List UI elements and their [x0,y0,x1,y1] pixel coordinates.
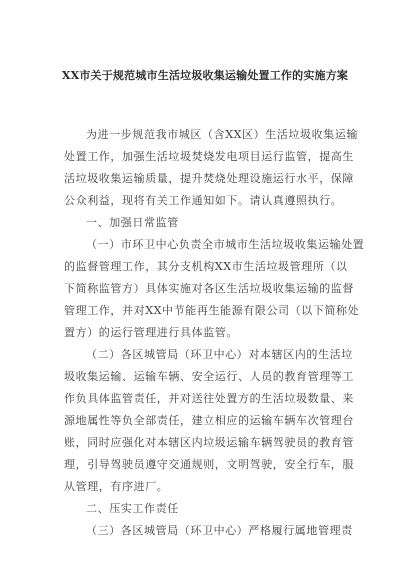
paragraph-line: 作负具体监管责任，并对送往处置方的生活垃圾数量、来 [64,392,354,405]
paragraph-line: 从管理，有序进厂。 [64,480,169,493]
paragraph-line: 理，引导驾驶员遵守交通规则，文明驾驶，安全行车，服 [64,458,354,471]
paragraph-line: 处置工作，加强生活垃圾焚烧发电项目运行监管，提高生 [64,150,354,163]
paragraph-line: 公众利益，现将有关工作通知如下。请认真遵照执行。 [64,194,343,207]
document-title: XX市关于规范城市生活垃圾收集运输处置工作的实施方案 [61,69,349,82]
paragraph-line: 账，同时应强化对本辖区内垃圾运输车辆驾驶员的教育管 [64,436,354,449]
section-heading: 二、压实工作责任 [86,502,179,515]
paragraph-line: （一）市环卫中心负责全市城市生活垃圾收集运输处置 [86,238,365,251]
paragraph-line: 为进一步规范我市城区（含XX区）生活垃圾收集运输 [86,128,359,141]
paragraph-line: 活垃圾收集运输质量，提升焚烧处理设施运行水平，保障 [64,172,354,185]
paragraph-line: 管理工作，并对XX中节能再生能源有限公司（以下简称处 [64,304,360,317]
paragraph-line: 圾收集运输、运输车辆、安全运行、人员的教育管理等工 [64,370,354,383]
paragraph-line: （三）各区城管局（环卫中心）严格履行属地管理责 [86,524,353,537]
paragraph-line: 下简称监管方）具体实施对各区生活垃圾收集运输的监督 [64,282,354,295]
paragraph-line: 的监督管理工作，其分支机构XX市生活垃圾管理所（以 [64,260,348,273]
paragraph-line: 源地属性等负全部责任，建立相应的运输车辆车次管理台 [64,414,354,427]
paragraph-line: （二）各区城管局（环卫中心）对本辖区内的生活垃 [86,348,353,361]
section-heading: 一、加强日常监管 [86,216,179,229]
paragraph-line: 置方）的运行管理进行具体监管。 [64,326,238,339]
